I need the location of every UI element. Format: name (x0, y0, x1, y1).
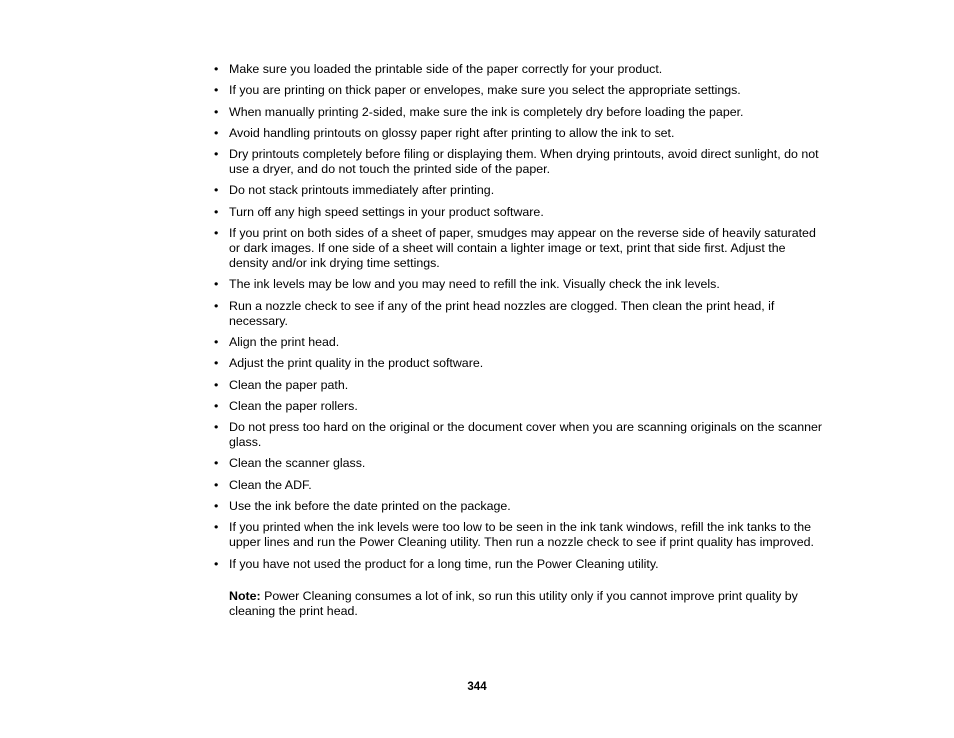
bullet-icon: • (214, 183, 219, 198)
list-item-text: Align the print head. (229, 334, 340, 349)
bullet-icon: • (214, 277, 219, 292)
bullet-icon: • (214, 356, 219, 371)
note-text: Power Cleaning consumes a lot of ink, so run this utility only if you cannot improve print quality by cleaning the print head. (229, 588, 798, 618)
list-item (214, 335, 824, 350)
list-item-text: Dry printouts completely before filing or displaying them. When drying printouts, avoid direct sunlight, do not use a dryer, and do not touch the printed side of the paper. (229, 147, 819, 177)
list-item-text: Avoid handling printouts on glossy paper right after printing to allow the ink to set. (229, 125, 675, 140)
list-item (214, 299, 824, 329)
list-item (214, 378, 824, 393)
list-item (214, 83, 824, 98)
bullet-icon: • (214, 477, 219, 492)
bullet-icon: • (214, 377, 219, 392)
list-item-text: Turn off any high speed settings in your product software. (229, 204, 544, 219)
list-item (214, 557, 824, 572)
bullet-icon: • (214, 104, 219, 119)
list-item (214, 105, 824, 120)
bullet-icon: • (214, 420, 219, 435)
list-item (214, 126, 824, 141)
page-number: 344 (467, 681, 487, 693)
bullet-icon: • (214, 204, 219, 219)
list-item (214, 62, 824, 77)
bullet-icon: • (214, 62, 219, 76)
list-item (214, 147, 824, 177)
list-item-text: Run a nozzle check to see if any of the print head nozzles are clogged. Then clean the print head, if necessary. (229, 298, 775, 328)
list-item (214, 183, 824, 198)
bullet-icon: • (214, 125, 219, 140)
list-item (214, 456, 824, 471)
bullet-icon: • (214, 334, 219, 349)
list-item (214, 420, 824, 450)
list-item (214, 478, 824, 493)
bullet-icon: • (214, 83, 219, 98)
document-body (214, 62, 824, 631)
list-item (214, 356, 824, 371)
list-item-text: Clean the scanner glass. (229, 456, 366, 471)
list-item (214, 205, 824, 220)
bullet-icon: • (214, 398, 219, 413)
bullet-icon: • (214, 298, 219, 313)
note-paragraph (214, 589, 824, 619)
list-item-text: Clean the paper path. (229, 377, 349, 392)
list-item (214, 499, 824, 514)
list-item-text: If you have not used the product for a long time, run the Power Cleaning utility. (229, 556, 659, 571)
list-item-text: If you are printing on thick paper or envelopes, make sure you select the appropriate settings. (229, 83, 741, 98)
list-item-text: Do not press too hard on the original or the document cover when you are scanning originals on the scanner glass. (229, 420, 823, 450)
bullet-icon: • (214, 499, 219, 514)
bullet-icon: • (214, 147, 219, 162)
list-item (214, 277, 824, 292)
bullet-icon: • (214, 520, 219, 535)
list-item-text: Adjust the print quality in the product software. (229, 356, 484, 371)
list-item-text: Clean the paper rollers. (229, 398, 358, 413)
list-item (214, 520, 824, 550)
list-item-text: Clean the ADF. (229, 477, 312, 492)
bullet-list (214, 62, 824, 572)
list-item-text: The ink levels may be low and you may need to refill the ink. Visually check the ink levels. (229, 277, 720, 292)
list-item-text: Do not stack printouts immediately after printing. (229, 183, 495, 198)
list-item-text: Use the ink before the date printed on the package. (229, 499, 511, 514)
list-item-text: Make sure you loaded the printable side of the paper correctly for your product. (229, 62, 663, 76)
list-item-text: If you printed when the ink levels were too low to be seen in the ink tank windows, refill the ink tanks to the upper lines and run the Power Cleaning utility. Then run a nozzle check to see if print quality has improved. (229, 520, 814, 550)
note-label: Note: (229, 588, 261, 603)
bullet-icon: • (214, 556, 219, 571)
list-item-text: When manually printing 2-sided, make sure the ink is completely dry before loading the paper. (229, 104, 744, 119)
bullet-icon: • (214, 456, 219, 471)
bullet-icon: • (214, 226, 219, 241)
list-item-text: If you print on both sides of a sheet of paper, smudges may appear on the reverse side of heavily saturated or dark images. If one side of a sheet will contain a lighter image or text, print that side first. Adjust the density and/or ink drying time settings. (229, 226, 816, 271)
list-item (214, 399, 824, 414)
list-item (214, 226, 824, 271)
